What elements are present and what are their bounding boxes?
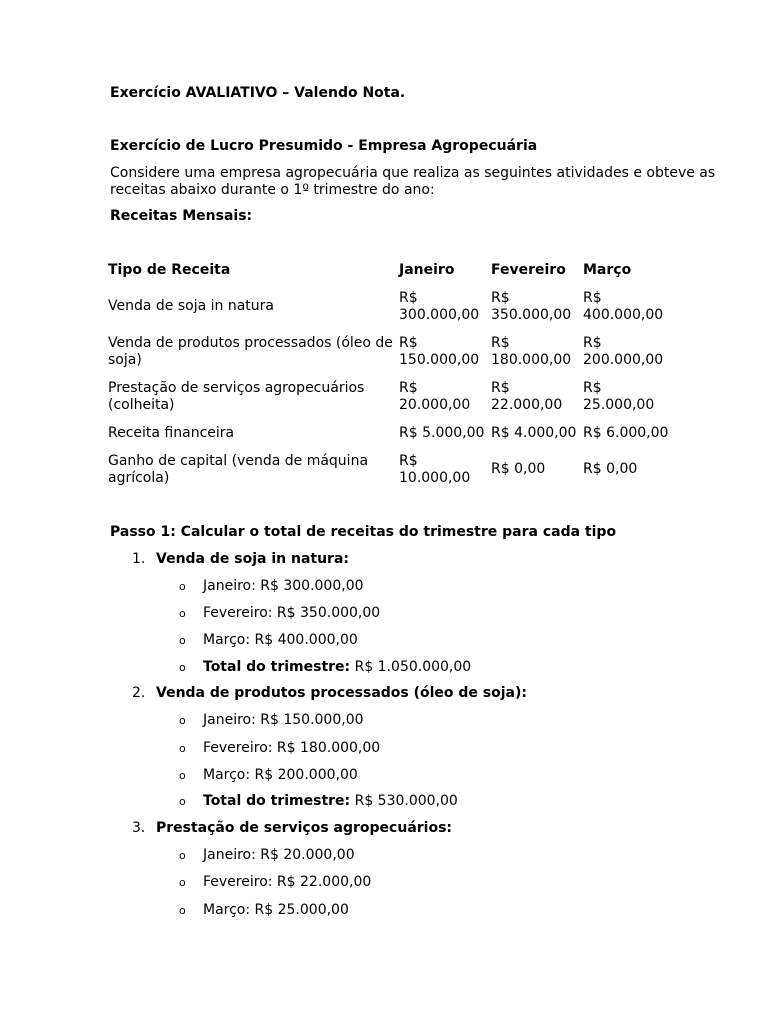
sub-item-text: Fevereiro: R$ 22.000,00 [203,874,372,890]
bullet-icon: o [179,904,186,917]
list-item [132,551,349,568]
header-fevereiro: Fevereiro [491,261,566,278]
sub-item [179,847,355,864]
cell-value: R$ 6.000,00 [583,424,669,441]
bullet-icon: o [179,634,186,647]
sub-item-text: Janeiro: R$ 150.000,00 [203,712,364,728]
sub-item-text: Março: R$ 400.000,00 [203,632,358,648]
bullet-icon: o [179,876,186,889]
item-number: 1. [132,551,146,567]
sub-item-text: Fevereiro: R$ 180.000,00 [203,740,381,756]
sub-item-total [179,793,458,810]
sub-item-total [179,659,471,676]
sub-item [179,605,380,622]
cell-value: R$ 22.000,00 [491,379,563,413]
sub-item [179,632,358,649]
cell-value: R$ 4.000,00 [491,424,577,441]
cell-value: R$ 300.000,00 [399,289,480,323]
sub-item [179,712,364,729]
cell-value: R$ 25.000,00 [583,379,655,413]
total-label: Total do trimestre: [203,793,351,809]
item-title: Venda de produtos processados (óleo de soja): [156,685,527,701]
sub-item-text: Março: R$ 25.000,00 [203,902,349,918]
sub-item-text: Janeiro: R$ 20.000,00 [203,847,355,863]
cell-type: Venda de produtos processados (óleo de soja) [108,334,393,368]
revenue-table [108,256,675,492]
bullet-icon: o [179,795,186,808]
item-number: 3. [132,820,146,836]
bullet-icon: o [179,849,186,862]
document-title: Exercício AVALIATIVO – Valendo Nota. [110,85,406,101]
sub-item [179,740,380,757]
step1-heading: Passo 1: Calcular o total de receitas do trimestre para cada tipo [110,524,617,540]
table-header-row [108,256,675,284]
cell-value: R$ 0,00 [583,461,638,477]
intro-paragraph: Considere uma empresa agropecuária que realiza as seguintes atividades e obteve as receitas abaixo durante o 1º trimestre do ano: [110,165,716,198]
item-title: Venda de soja in natura: [156,551,349,567]
table-row [108,374,675,419]
bullet-icon: o [179,742,186,755]
sub-item [179,578,364,595]
cell-type: Ganho de capital (venda de máquina agrícola) [108,452,369,486]
sub-item-text: Março: R$ 200.000,00 [203,767,358,783]
sub-item [179,767,358,784]
header-tipo: Tipo de Receita [108,261,231,278]
cell-type: Prestação de serviços agropecuários (colheita) [108,379,365,413]
cell-value: R$ 5.000,00 [399,424,485,441]
cell-type: Venda de soja in natura [108,298,274,314]
bullet-icon: o [179,607,186,620]
cell-value: R$ 10.000,00 [399,452,471,486]
cell-value: R$ 400.000,00 [583,289,664,323]
total-value: R$ 530.000,00 [350,793,458,809]
list-item [132,685,527,702]
exercise-subtitle: Exercício de Lucro Presumido - Empresa Agropecuária [110,138,538,154]
header-marco: Março [583,261,632,278]
sub-item [179,874,371,891]
total-value: R$ 1.050.000,00 [350,659,472,675]
bullet-icon: o [179,580,186,593]
bullet-icon: o [179,769,186,782]
revenues-heading: Receitas Mensais: [110,208,253,224]
cell-value: R$ 150.000,00 [399,334,480,368]
header-janeiro: Janeiro [399,261,455,278]
sub-item-text: Janeiro: R$ 300.000,00 [203,578,364,594]
cell-value: R$ 350.000,00 [491,289,572,323]
item-number: 2. [132,685,146,701]
cell-value: R$ 0,00 [491,461,546,477]
cell-type: Receita financeira [108,424,235,441]
table-row [108,284,675,329]
table-row [108,419,675,447]
table-row [108,447,675,492]
bullet-icon: o [179,661,186,674]
cell-value: R$ 20.000,00 [399,379,471,413]
list-item [132,820,452,837]
cell-value: R$ 180.000,00 [491,334,572,368]
sub-item [179,902,349,919]
sub-item-text: Fevereiro: R$ 350.000,00 [203,605,381,621]
item-title: Prestação de serviços agropecuários: [156,820,453,836]
cell-value: R$ 200.000,00 [583,334,664,368]
bullet-icon: o [179,714,186,727]
total-label: Total do trimestre: [203,659,351,675]
table-row [108,329,675,374]
